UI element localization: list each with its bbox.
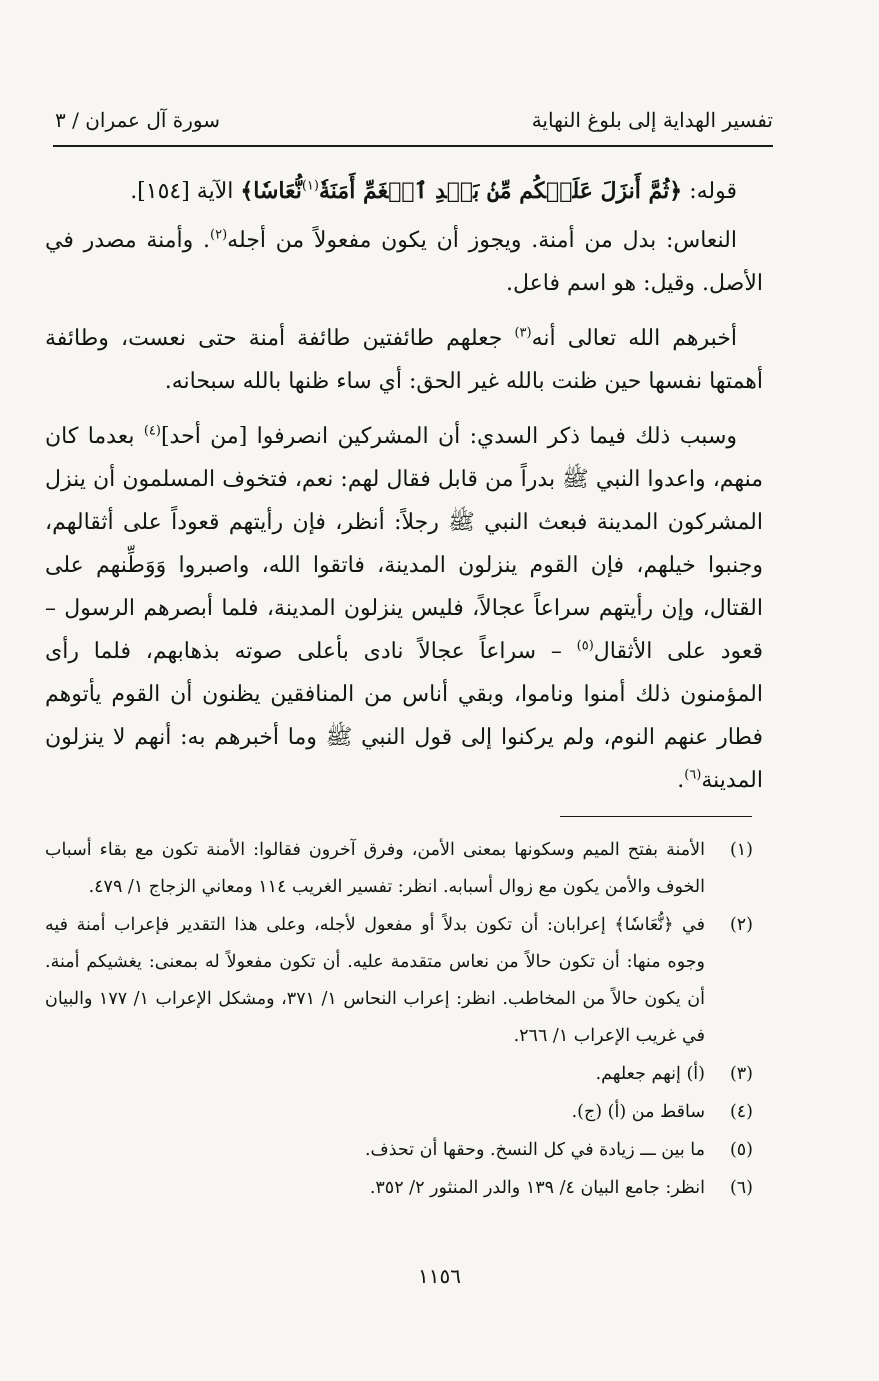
footnote	[45, 1170, 763, 1207]
paragraph-nuas	[45, 219, 763, 305]
footnote-text: ما بين ـــ زيادة في كل النسخ. وحقها أن تحذف.	[364, 1140, 705, 1160]
footnote-number: (٣)	[729, 1064, 753, 1084]
paragraph-two-groups-a: أخبرهم الله تعالى أنه	[531, 326, 737, 351]
paragraph-cause-a: وسبب ذلك فيما ذكر السدي: أن المشركين انصرفوا [من أحد]	[160, 424, 737, 449]
paragraph-cause-c: – سراعاً عجالاً نادى بأعلى صوته بذهابهم، فلما رأى المؤمنون ذلك أمنوا وناموا، وبقي أناس من المنافقين يظنون أن القوم يأتوهم فطار عنهم النوم، ولم يركنوا إلى قول النبي ﷺ وما أخبرهم به: أنهم لا ينزلون المدينة	[45, 639, 763, 793]
footnote-number: (٦)	[729, 1178, 753, 1198]
footnote	[45, 907, 763, 1055]
footnote-ref-5[interactable]: (٥)	[576, 638, 594, 654]
main-text	[45, 170, 763, 814]
footnote	[45, 1056, 763, 1093]
footnote-number: (١)	[729, 840, 753, 860]
footnote-text: (أ) إنهم جعلهم.	[595, 1064, 705, 1084]
paragraph-nuas-b: . وأمنة مصدر في الأصل. وقيل: هو اسم فاعل.	[45, 228, 763, 296]
footnote-text: انظر: جامع البيان ٤/ ١٣٩ والدر المنثور ٢/ ٣٥٢.	[369, 1178, 705, 1198]
footnote-text: ساقط من (أ) (ج).	[571, 1102, 705, 1122]
verse-lead: قوله:	[682, 179, 737, 204]
footnote-text: الأمنة بفتح الميم وسكونها بمعنى الأمن، وفرق آخرون فقالوا: الأمنة تكون مع بقاء أسباب الخوف والأمن يكون مع زوال أسبابه. انظر: تفسير الغريب ١١٤ ومعاني الزجاج ١/ ٤٧٩.	[45, 840, 705, 897]
paragraph-two-groups-b: جعلهم طائفتين طائفة أمنة حتى نعست، وطائفة أهمتها نفسها حين ظنت بالله غير الحق: أي ساء ظنها بالله سبحانه.	[45, 326, 763, 394]
footnote-ref-6[interactable]: (٦)	[684, 767, 702, 783]
book-title: تفسير الهداية إلى بلوغ النهاية	[531, 108, 773, 132]
footnote-text: في ﴿نُّعَاسٗا﴾ إعرابان: أن تكون بدلاً أو مفعول لأجله، وعلى هذا التقدير فإعراب أمنة فيه وجوه منها: أن تكون حالاً من نعاس متقدمة عليه. أن تكون مفعولاً له بمعنى: يغشيكم أمنة. أن يكون حالاً من المخاطب. انظر: إعراب النحاس ١/ ٣٧١، ومشكل الإعراب ١/ ١٧٧ والبيان في غريب الإعراب ١/ ٢٦٦.	[45, 915, 705, 1046]
footnote-number: (٥)	[729, 1140, 753, 1160]
paragraph-cause-d: .	[677, 768, 685, 793]
quran-verse: ﴿ثُمَّ أَنزَلَ عَلَيۡكُم مِّنۢ بَعۡدِ ٱلۡغَمِّ أَمَنَةٗ	[318, 178, 683, 204]
surah-label: سورة آل عمران / ٣	[55, 108, 221, 132]
footnote-number: (٢)	[729, 915, 753, 935]
paragraph-cause-b: بعدما كان منهم، واعدوا النبي ﷺ بدراً من قابل فقال لهم: نعم، فتخوف المسلمون أن ينزل المشركون المدينة فبعث النبي ﷺ رجلاً: أنظر، فإن رأيتهم قعوداً على أثقالهم، وجنبوا خيلهم، فإن القوم ينزلون المدينة، فاتقوا الله، واصبروا وَوَطِّنهم على القتال، وإن رأيتهم سراعاً عجالاً، فليس ينزلون المدينة، فلما أبصرهم الرسول – قعود على الأثقال	[45, 424, 763, 664]
paragraph-nuas-a: النعاس: بدل من أمنة. ويجوز أن يكون مفعولاً من أجله	[227, 228, 737, 253]
footnote	[45, 832, 763, 906]
footnote-number: (٤)	[729, 1102, 753, 1122]
running-header	[55, 108, 773, 144]
footnotes	[45, 832, 763, 1207]
footnote-ref-1[interactable]: (١)	[301, 178, 319, 194]
quran-verse-end: نُّعَاسٗا﴾	[240, 178, 302, 204]
footnote-ref-3[interactable]: (٣)	[514, 325, 532, 341]
footnote-divider	[560, 816, 752, 817]
verse-number: الآية [١٥٤].	[130, 179, 241, 204]
paragraph-cause	[45, 415, 763, 802]
paragraph-verse	[45, 170, 763, 213]
footnote	[45, 1094, 763, 1131]
footnote-ref-2[interactable]: (٢)	[210, 227, 228, 243]
header-divider	[53, 145, 773, 147]
footnote	[45, 1132, 763, 1169]
paragraph-two-groups	[45, 317, 763, 403]
footnote-ref-4[interactable]: (٤)	[143, 423, 161, 439]
page-number: ١١٥٦	[418, 1264, 461, 1288]
